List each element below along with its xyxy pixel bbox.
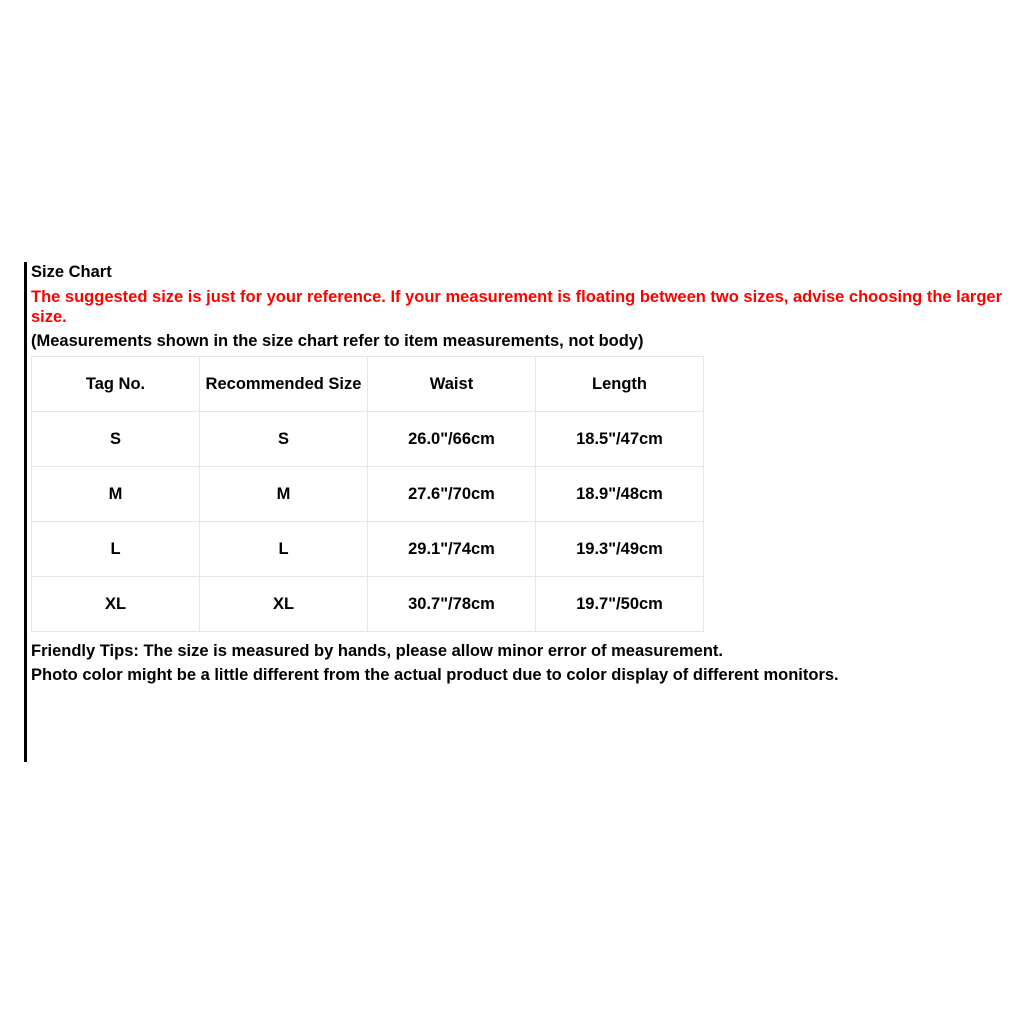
tip-measurement: Friendly Tips: The size is measured by hands, please allow minor error of measurement. bbox=[31, 642, 723, 660]
tip-photo-color: Photo color might be a little different from the actual product due to color display of different monitors. bbox=[31, 666, 839, 684]
cell-length: 18.9"/48cm bbox=[536, 467, 704, 522]
size-table bbox=[31, 356, 704, 632]
cell-waist: 30.7"/78cm bbox=[368, 577, 536, 632]
table-row bbox=[32, 577, 704, 632]
friendly-tips bbox=[31, 639, 1006, 687]
left-vertical-rule bbox=[24, 262, 27, 762]
size-chart-title: Size Chart bbox=[31, 263, 112, 281]
cell-tag-no: S bbox=[32, 412, 200, 467]
table-row bbox=[32, 467, 704, 522]
table-row bbox=[32, 522, 704, 577]
table-header-row bbox=[32, 357, 704, 412]
cell-waist: 27.6"/70cm bbox=[368, 467, 536, 522]
header-length: Length bbox=[536, 357, 704, 412]
cell-tag-no: XL bbox=[32, 577, 200, 632]
cell-length: 18.5"/47cm bbox=[536, 412, 704, 467]
cell-recommended-size: L bbox=[200, 522, 368, 577]
cell-length: 19.7"/50cm bbox=[536, 577, 704, 632]
cell-tag-no: M bbox=[32, 467, 200, 522]
size-notice: The suggested size is just for your reference. If your measurement is floating between two sizes, advise choosing the larger size. bbox=[31, 288, 1003, 326]
cell-tag-no: L bbox=[32, 522, 200, 577]
size-chart-content bbox=[31, 262, 1006, 687]
cell-recommended-size: S bbox=[200, 412, 368, 467]
measurement-disclaimer: (Measurements shown in the size chart refer to item measurements, not body) bbox=[31, 332, 644, 350]
header-tag-no: Tag No. bbox=[32, 357, 200, 412]
cell-recommended-size: M bbox=[200, 467, 368, 522]
table-row bbox=[32, 412, 704, 467]
header-waist: Waist bbox=[368, 357, 536, 412]
cell-waist: 26.0"/66cm bbox=[368, 412, 536, 467]
cell-recommended-size: XL bbox=[200, 577, 368, 632]
cell-waist: 29.1"/74cm bbox=[368, 522, 536, 577]
cell-length: 19.3"/49cm bbox=[536, 522, 704, 577]
header-recommended-size: Recommended Size bbox=[200, 357, 368, 412]
